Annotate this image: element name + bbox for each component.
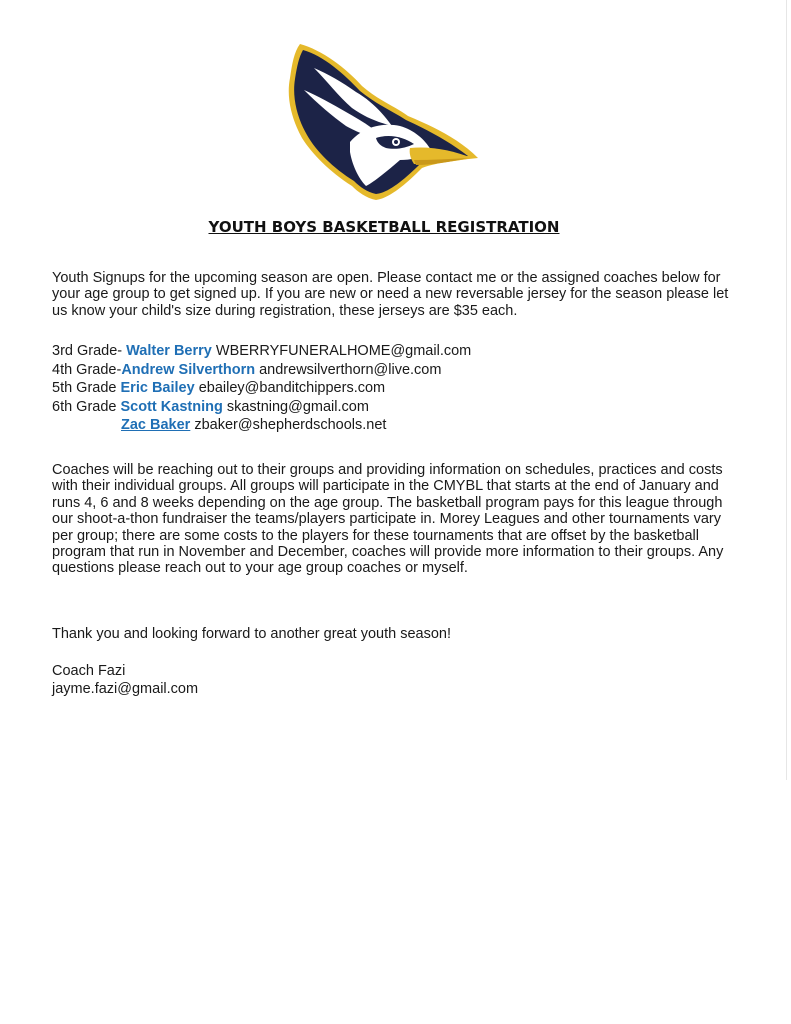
coach-name: Walter Berry <box>126 343 212 359</box>
grade-label: 4th Grade- <box>52 361 122 378</box>
grade-label: 6th Grade <box>52 398 121 415</box>
signature-name: Coach Fazi <box>52 663 126 679</box>
grade-label: 5th Grade <box>52 380 121 397</box>
coach-row-3rd-grade <box>52 342 471 361</box>
coach-email[interactable]: ebailey@banditchippers.com <box>198 380 386 397</box>
scan-edge-line <box>786 0 787 780</box>
body-paragraph: Coaches will be reaching out to their groups and providing information on schedules, practices and costs with their individual groups. All groups will participate in the CMYBL that starts at the end of January and runs 4, 6 and 8 weeks depending on the age group. The basketball program pays for this league through our shoot-a-thon fundraiser the teams/players participate in. Morey Leagues and other tournaments vary per group; there are some costs to the players for these tournaments that are offset by the basketball program that run in November and December, coaches will provide more information to their groups. Any questions please reach out to your age group coaches or myself. <box>52 462 724 577</box>
blue-jay-logo <box>282 42 482 202</box>
signature-email[interactable]: jayme.fazi@gmail.com <box>52 681 199 697</box>
coach-email[interactable]: zbaker@shepherdschools.net <box>194 417 387 434</box>
page-title: YOUTH BOYS BASKETBALL REGISTRATION <box>208 218 560 236</box>
coach-row-6th-grade <box>52 398 471 417</box>
grade-label: 3rd Grade- <box>52 343 127 359</box>
coach-name: Andrew Silverthorn <box>121 361 256 378</box>
coach-row-5th-grade <box>52 379 471 398</box>
coach-name[interactable]: Zac Baker <box>121 417 191 434</box>
coach-row-4th-grade <box>52 361 471 380</box>
coach-row-6th-grade-second <box>52 416 471 435</box>
coach-name: Eric Bailey <box>120 380 195 397</box>
coach-name: Scott Kastning <box>120 398 223 415</box>
coach-email[interactable]: andrewsilverthorn@live.com <box>259 361 442 378</box>
coach-email[interactable]: WBERRYFUNERALHOME@gmail.com <box>215 343 472 359</box>
thanks-line: Thank you and looking forward to another great youth season! <box>52 626 452 642</box>
coaches-list <box>52 342 471 435</box>
coach-email[interactable]: skastning@gmail.com <box>226 398 369 415</box>
intro-paragraph: Youth Signups for the upcoming season are open. Please contact me or the assigned coaches below for your age group to get signed up. If you are new or need a new reversable jersey for the season please let us know your child's size during registration, these jerseys are $35 each. <box>52 270 729 319</box>
